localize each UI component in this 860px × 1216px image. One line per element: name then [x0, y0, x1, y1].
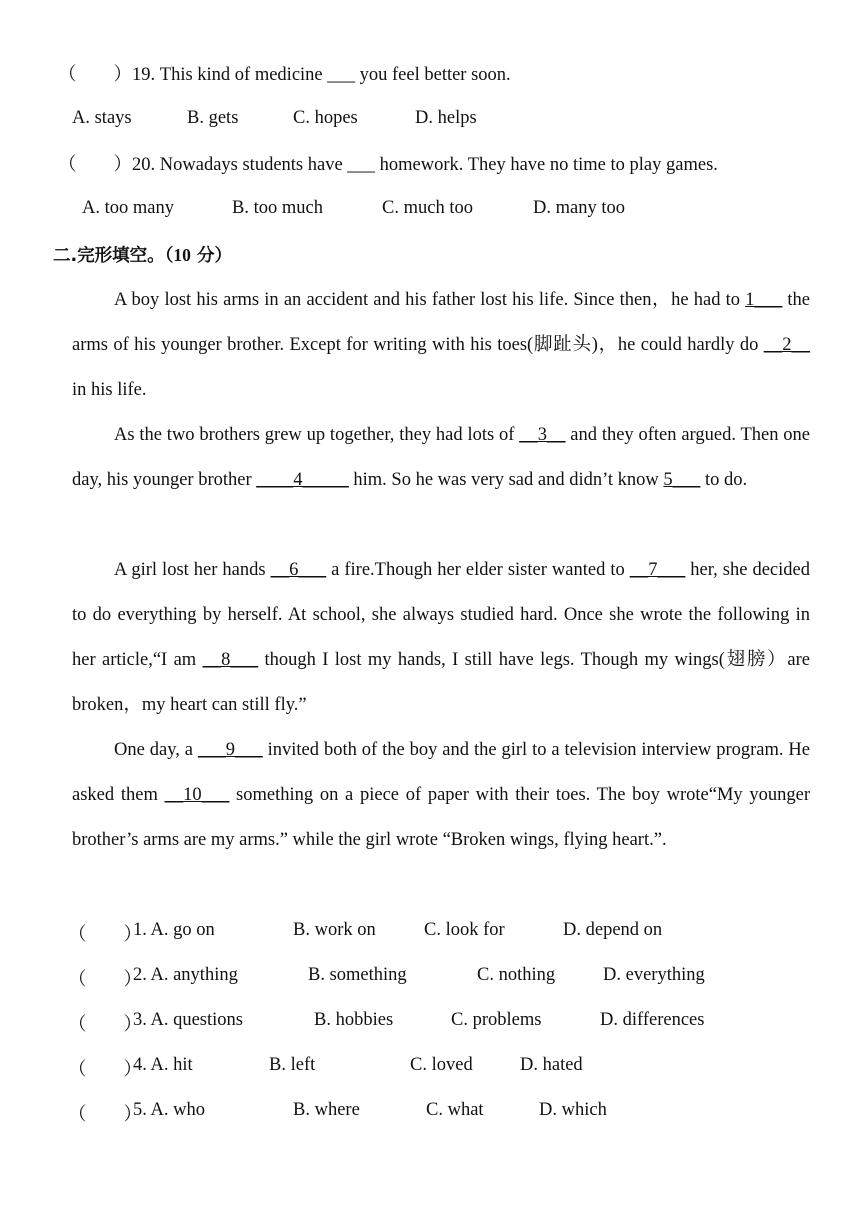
option-d: D. which: [539, 1100, 607, 1120]
option-c: C. nothing: [477, 965, 556, 985]
passage-paragraph-1: [72, 278, 810, 413]
option-d: D. many too: [533, 198, 625, 218]
cloze-blank-9: ___9___: [197, 740, 263, 760]
passage-text: though I lost my hands, I still have legs. Though my wings(翅膀）are broken，my heart can still fly.”: [72, 650, 810, 715]
passage-text: in his life.: [72, 380, 147, 400]
passage-paragraph-3: [72, 548, 810, 728]
option-d: D. hated: [520, 1055, 583, 1075]
option-d: D. everything: [603, 965, 705, 985]
option-a: 3. A. questions: [133, 1010, 243, 1030]
passage-text: A boy lost his arms in an accident and his father lost his life. Since then，he had to: [114, 290, 746, 310]
option-a: A. stays: [72, 108, 132, 128]
section-points: 10: [173, 245, 191, 265]
option-c: C. look for: [424, 920, 505, 940]
section-title-end: 分）: [190, 246, 232, 266]
passage-text: and they often argued. Then one day, his younger brother: [72, 425, 810, 490]
option-a: 2. A. anything: [133, 965, 238, 985]
option-c: C. problems: [451, 1010, 542, 1030]
option-c: C. hopes: [293, 108, 358, 128]
question-stem: 19. This kind of medicine ___ you feel better soon.: [132, 65, 511, 85]
answer-blank[interactable]: （ ）: [58, 65, 133, 85]
option-b: B. gets: [187, 108, 239, 128]
passage-text: As the two brothers grew up together, they had lots of: [114, 425, 520, 445]
option-b: B. where: [293, 1100, 360, 1120]
cloze-blank-1: 1___: [745, 290, 783, 310]
cloze-blank-8: __8___: [202, 650, 259, 670]
option-a: 5. A. who: [133, 1100, 205, 1120]
cloze-blank-2: __2__: [763, 335, 810, 355]
option-b: B. work on: [293, 920, 376, 940]
passage-text: a fire.Though her elder sister wanted to: [326, 560, 630, 580]
passage-text: something on a piece of paper with their toes. The boy wrote“My younger brother’s arms are my arms.” while the girl wrote “Broken wings, flying heart.”.: [72, 785, 811, 850]
answer-blank[interactable]: （ ）: [68, 970, 143, 990]
passage-text: the arms of his younger brother. Except for writing with his toes(脚趾头)，he could hardly do: [72, 290, 810, 355]
question-19: [58, 63, 511, 87]
option-d: D. differences: [600, 1010, 705, 1030]
passage-text: him. So he was very sad and didn’t know: [348, 470, 664, 490]
section-heading: [53, 243, 232, 268]
question-stem: 20. Nowadays students have ___ homework. They have no time to play games.: [132, 155, 718, 175]
answer-blank[interactable]: （ ）: [58, 155, 133, 175]
option-b: B. too much: [232, 198, 323, 218]
option-d: D. depend on: [563, 920, 663, 940]
cloze-blank-4: ____4_____: [256, 470, 349, 490]
cloze-blank-5: 5___: [663, 470, 701, 490]
passage-text: her, she decided to do everything by herself. At school, she always studied hard. Once she wrote the following in her article,“I am: [72, 560, 810, 670]
option-b: B. something: [308, 965, 407, 985]
option-c: C. what: [426, 1100, 484, 1120]
cloze-blank-3: __3__: [519, 425, 566, 445]
answer-blank[interactable]: （ ）: [68, 1015, 143, 1035]
answer-blank[interactable]: （ ）: [68, 925, 143, 945]
question-20: [58, 153, 718, 177]
option-c: C. loved: [410, 1055, 473, 1075]
cloze-blank-10: __10___: [164, 785, 230, 805]
option-b: B. left: [269, 1055, 316, 1075]
passage-text: A girl lost her hands: [114, 560, 271, 580]
option-a: 4. A. hit: [133, 1055, 193, 1075]
option-c: C. much too: [382, 198, 473, 218]
answer-blank[interactable]: （ ）: [68, 1105, 143, 1125]
option-a: 1. A. go on: [133, 920, 215, 940]
cloze-blank-6: __6___: [270, 560, 327, 580]
passage-text: One day, a: [114, 740, 198, 760]
option-d: D. helps: [415, 108, 477, 128]
cloze-blank-7: __7___: [629, 560, 686, 580]
option-a: A. too many: [82, 198, 174, 218]
passage-text: to do.: [700, 470, 748, 490]
option-b: B. hobbies: [314, 1010, 394, 1030]
passage-text: invited both of the boy and the girl to a television interview program. He asked them: [72, 740, 810, 805]
passage-paragraph-2: [72, 413, 810, 503]
section-title: 二.完形填空。（: [53, 246, 174, 266]
answer-blank[interactable]: （ ）: [68, 1060, 143, 1080]
passage-paragraph-4: [72, 728, 810, 863]
